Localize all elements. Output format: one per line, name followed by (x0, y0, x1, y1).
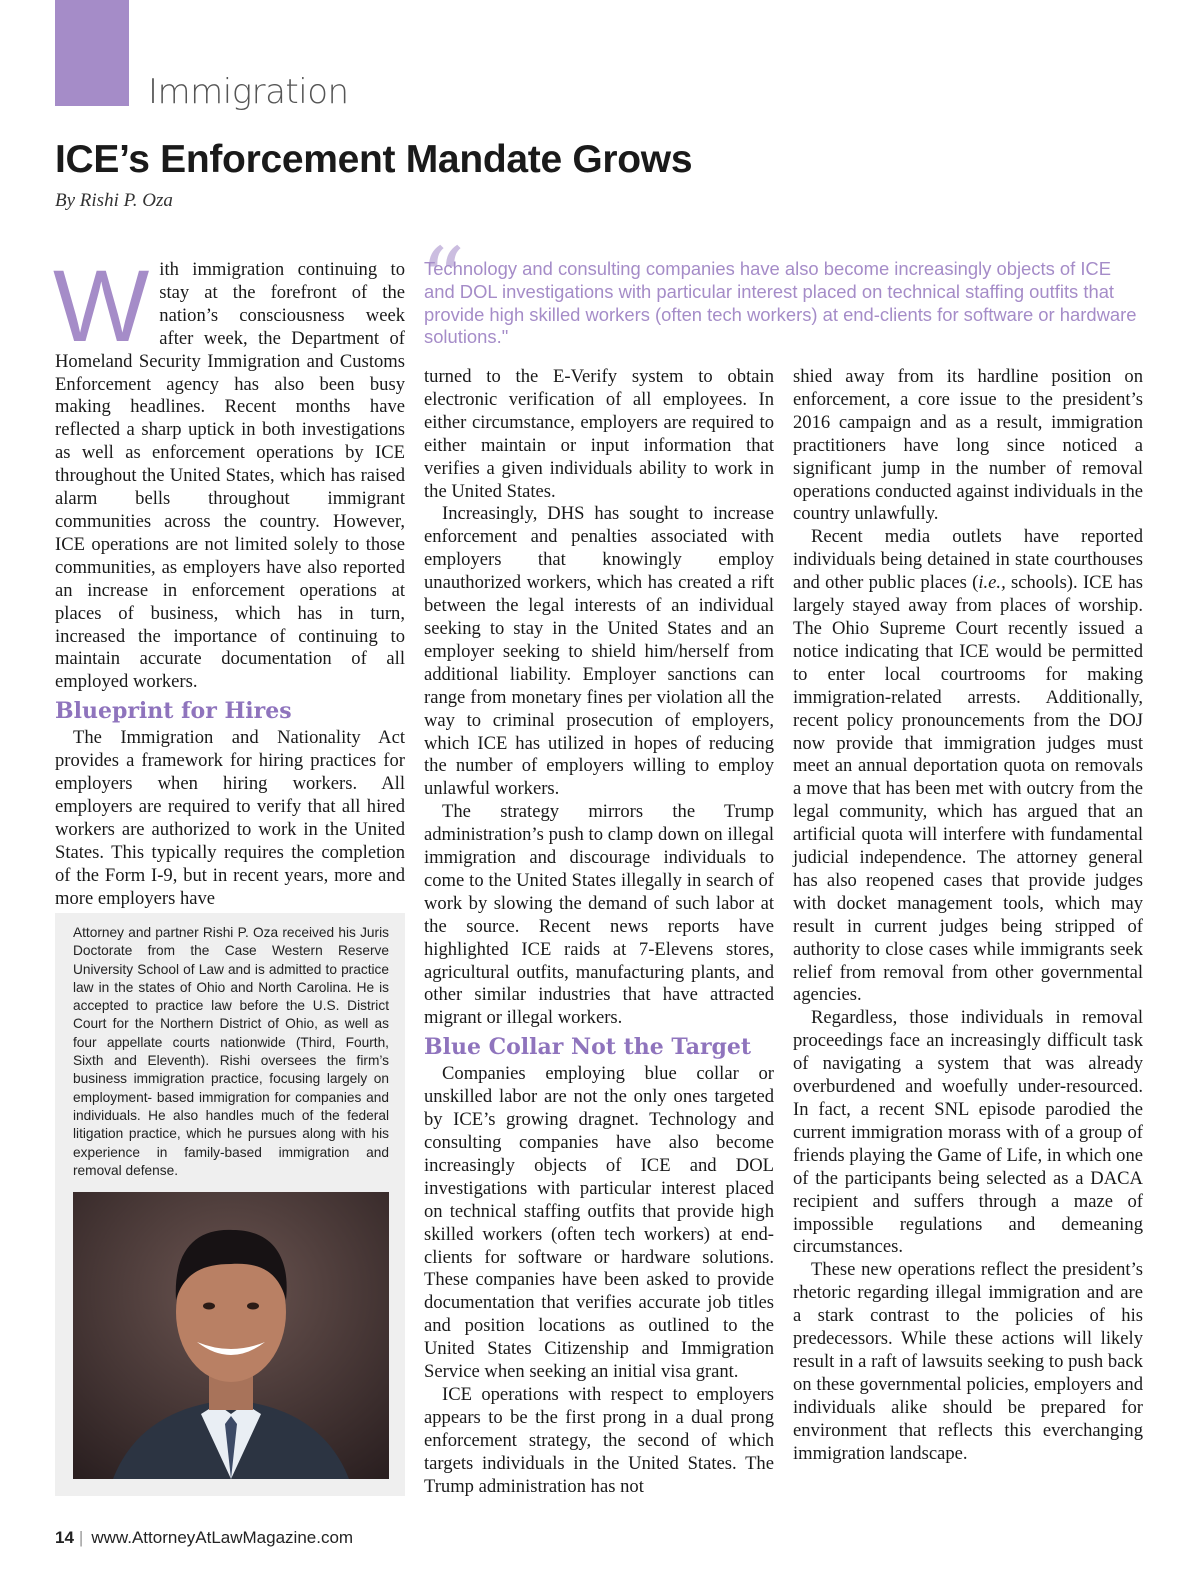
body-paragraph: Regardless, those individuals in removal proceedings face an increasingly difficult task of navigating a system that was already overburdened and woefully under-resourced. In fact, a recent SNL episode parodied the current immigration morass with of a group of friends playing the Game of Life, in which one of the participants being selected as a DACA recipient and suffers through a maze of impossible regulations and demeaning circumstances. (793, 1007, 1143, 1258)
page-footer (55, 1528, 353, 1548)
intro-paragraph: With immigration continuing to stay at the forefront of the nation’s consciousness week after week, the Department of Homeland Security Immigration and Customs Enforcement agency has also been busy making headlines. Recent months have reflected a sharp uptick in both investigations as well as enforcement operations by ICE throughout the United States, which has raised alarm bells throughout immigrant communities across the country. However, ICE operations are not limited solely to those communities, as employers have also reported an increase in enforcement operations at places of business, which has in turn, increased the importance of continuing to maintain accurate documentation of all employed workers. (53, 249, 405, 693)
article-headline: ICE’s Enforcement Mandate Grows (55, 138, 693, 181)
subheading-blueprint: Blueprint for Hires (55, 698, 292, 725)
body-paragraph: shied away from its hardline position on enforcement, a core issue to the president’s 2016 campaign and as a result, immigration practitioners have long since noticed a significant jump in the number of removal operations conducted against individuals in the country unlawfully. (793, 366, 1143, 525)
byline: By Rishi P. Oza (55, 190, 173, 211)
author-photo (73, 1192, 389, 1479)
quote-mark-icon: “ (420, 228, 465, 331)
body-paragraph: turned to the E-Verify system to obtain electronic verification of all employees. In either circumstance, employers are required to either maintain or input information that verifies a given individuals ability to work in the United States. (424, 366, 774, 502)
magazine-url[interactable]: www.AttorneyAtLawMagazine.com (91, 1528, 354, 1547)
drop-cap: W (53, 249, 150, 363)
subheading-blue-collar: Blue Collar Not the Target (424, 1034, 752, 1061)
body-paragraph: Increasingly, DHS has sought to increase enforcement and penalties associated with employers that knowingly employ unauthorized workers, which has created a rift between the legal interests of an individual seeking to stay in the United States and an employer seeking to shield him/herself from additional liability. Employer sanctions can range from monetary fines per violation all the way to criminal prosecution of employers, which ICE has utilized in hopes of reducing the number of employers willing to employ unlawful workers. (424, 503, 774, 800)
article-column-3 (793, 366, 1143, 1466)
section-label: Immigration (148, 72, 349, 112)
section-color-tab (55, 0, 129, 106)
article-column-2 (424, 366, 774, 1499)
body-paragraph: The Immigration and Nationality Act provides a framework for hiring practices for employers when hiring workers. All employers are required to verify that all hired workers are authorized to work in the United States. This typically requires the completion of the Form I-9, but in recent years, more and more employers have (55, 727, 405, 909)
page-number: 14 (55, 1528, 74, 1547)
body-paragraph: These new operations reflect the president’s rhetoric regarding illegal immigration and are a stark contrast to the policies of his predecessors. While these actions will likely result in a raft of lawsuits seeking to push back on these governmental policies, employers and individuals alike should be prepared for environment that reflects this everchanging immigration landscape. (793, 1259, 1143, 1464)
author-bio: Attorney and partner Rishi P. Oza received his Juris Doctorate from the Case Western Reserve University School of Law and is admitted to practice law in the states of Ohio and North Carolina. He is accepted to practice law before the U.S. District Court for the Northern District of Ohio, as well as four appellate courts nationwide (Third, Fourth, Sixth and Eleventh). Rishi oversees the firm’s business immigration practice, focusing largely on employment- based immigration for companies and individuals. He also handles much of the federal litigation practice, which he pursues along with his experience in family-based immigration and removal defense. (73, 925, 389, 1178)
footer-separator: | (78, 1528, 84, 1547)
body-paragraph: The strategy mirrors the Trump administration’s push to clamp down on illegal immigration and discourage individuals to come to the United States illegally in search of work by slowing the demand of such labor at the source. Recent news reports have highlighted ICE raids at 7-Elevens stores, agricultural outfits, manufacturing plants, and other similar industries that have attracted migrant or illegal workers. (424, 801, 774, 1029)
pull-quote: Technology and consulting companies have also become increasingly objects of ICE and DOL investigations with particular interest placed on technical staffing outfits that provide high skilled workers (often tech workers) at end-clients for software or hardware solutions." (424, 258, 1137, 348)
body-paragraph: ICE operations with respect to employers appears to be the first prong in a dual prong enforcement strategy, the second of which targets individuals in the United States. The Trump administration has not (424, 1383, 774, 1497)
body-paragraph: Companies employing blue collar or unskilled labor are not the only ones targeted by ICE’s growing dragnet. Technology and consulting companies have also become increasingly objects of ICE and DOL investigations with particular interest placed on technical staffing outfits that provide high skilled workers (often tech workers) at end-clients for software or hardware solutions. These companies have been asked to provide documentation that verifies accurate job titles and position locations as outlined to the United States Citizenship and Immigration Service when seeking an initial visa grant. (424, 1063, 774, 1383)
body-paragraph: Recent media outlets have reported individuals being detained in state courthouses and other public places (i.e., schools). ICE has largely stayed away from places of worship. The Ohio Supreme Court recently issued a notice indicating that ICE would be permitted to enter local courtrooms for making immigration-related arrests. Additionally, recent policy pronouncements from the DOJ now provide that immigration judges must meet an annual deportation quota on removals a move that has been met with outcry from the legal community, which has argued that an artificial quota will interfere with fundamental judicial independence. The attorney general has also reopened cases that provide judges with docket management tools, which may result in current judges being stripped of authority to close cases while immigrants seek relief from removal from other governmental agencies. (793, 526, 1143, 1006)
article-column-1 (53, 249, 405, 910)
